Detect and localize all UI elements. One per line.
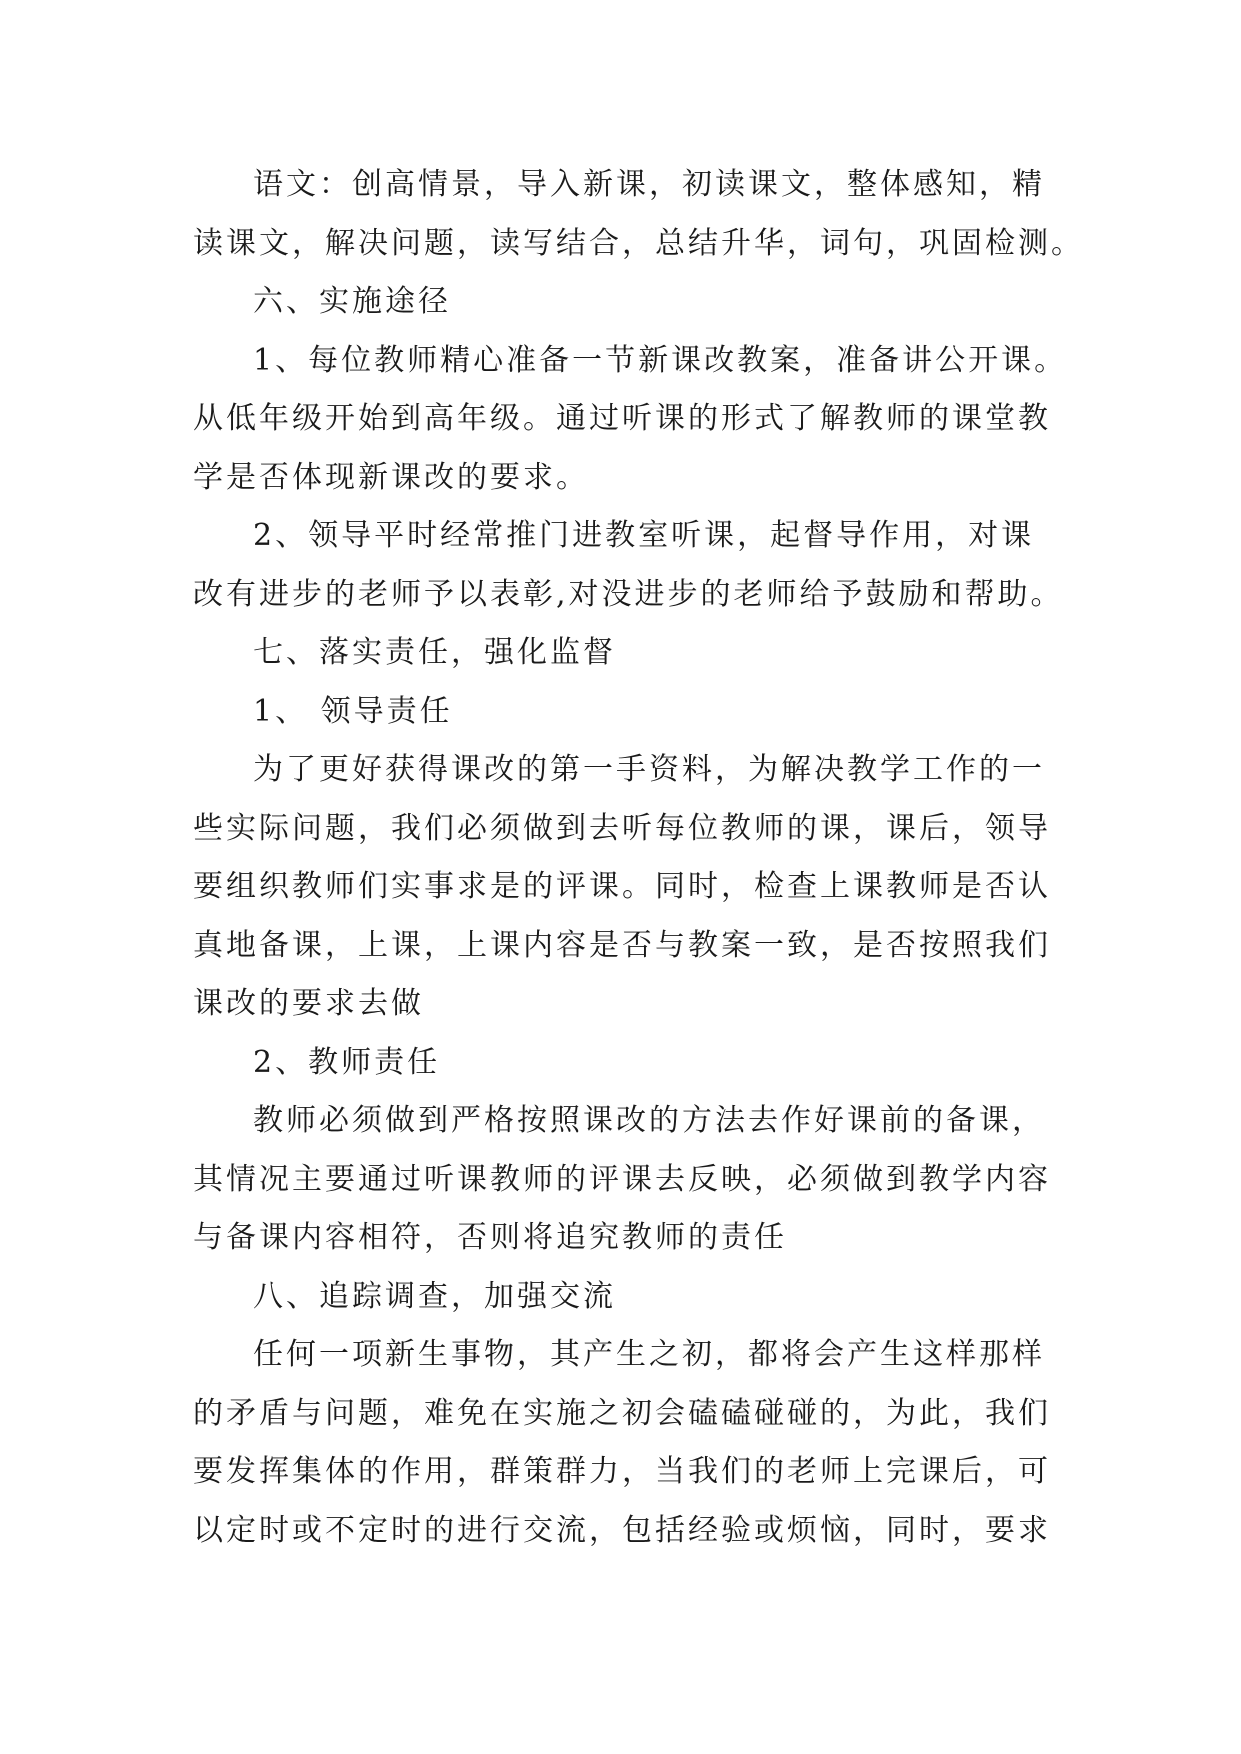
text-line: 从低年级开始到高年级。通过听课的形式了解教师的课堂教 [193,401,1051,436]
text-line: 学是否体现新课改的要求。 [193,459,589,495]
text-line: 1、每位教师精心准备一节新课改教案，准备讲公开课。 [253,342,1068,378]
subsection-heading: 2、教师责任 [253,1044,441,1080]
text-line: 为了更好获得课改的第一手资料，为解决教学工作的一 [253,752,1045,787]
subsection-heading: 1、 领导责任 [253,693,453,729]
section-heading: 六、实施途径 [253,284,451,319]
text-line: 课改的要求去做 [193,986,424,1021]
text-line: 语文：创高情景，导入新课，初读课文，整体感知，精 [253,167,1045,202]
text-line: 以定时或不定时的进行交流，包括经验或烦恼，同时，要求 [193,1512,1051,1548]
section-heading: 八、追踪调查，加强交流 [253,1278,616,1314]
text-line: 要发挥集体的作用，群策群力，当我们的老师上完课后，可 [193,1454,1051,1489]
text-line: 要组织教师们实事求是的评课。同时，检查上课教师是否认 [193,869,1051,904]
text-line: 任何一项新生事物，其产生之初，都将会产生这样那样 [253,1337,1045,1372]
text-line: 其情况主要通过听课教师的评课去反映，必须做到教学内容 [193,1161,1051,1197]
section-heading: 七、落实责任，强化监督 [253,635,616,670]
text-line: 读课文，解决问题，读写结合，总结升华，词句，巩固检测。 [193,225,1084,261]
document-body [193,156,1084,1560]
text-line: 改有进步的老师予以表彰,对没进步的老师给予鼓励和帮助。 [193,576,1064,612]
text-line: 2、领导平时经常推门进教室听课，起督导作用，对课 [253,518,1035,553]
text-line: 真地备课，上课，上课内容是否与教案一致，是否按照我们 [193,927,1051,963]
text-line: 与备课内容相符，否则将追究教师的责任 [193,1220,787,1255]
text-line: 的矛盾与问题，难免在实施之初会磕磕碰碰的，为此，我们 [193,1395,1051,1431]
text-line: 些实际问题，我们必须做到去听每位教师的课，课后，领导 [193,810,1051,846]
text-line: 教师必须做到严格按照课改的方法去作好课前的备课， [253,1103,1045,1138]
